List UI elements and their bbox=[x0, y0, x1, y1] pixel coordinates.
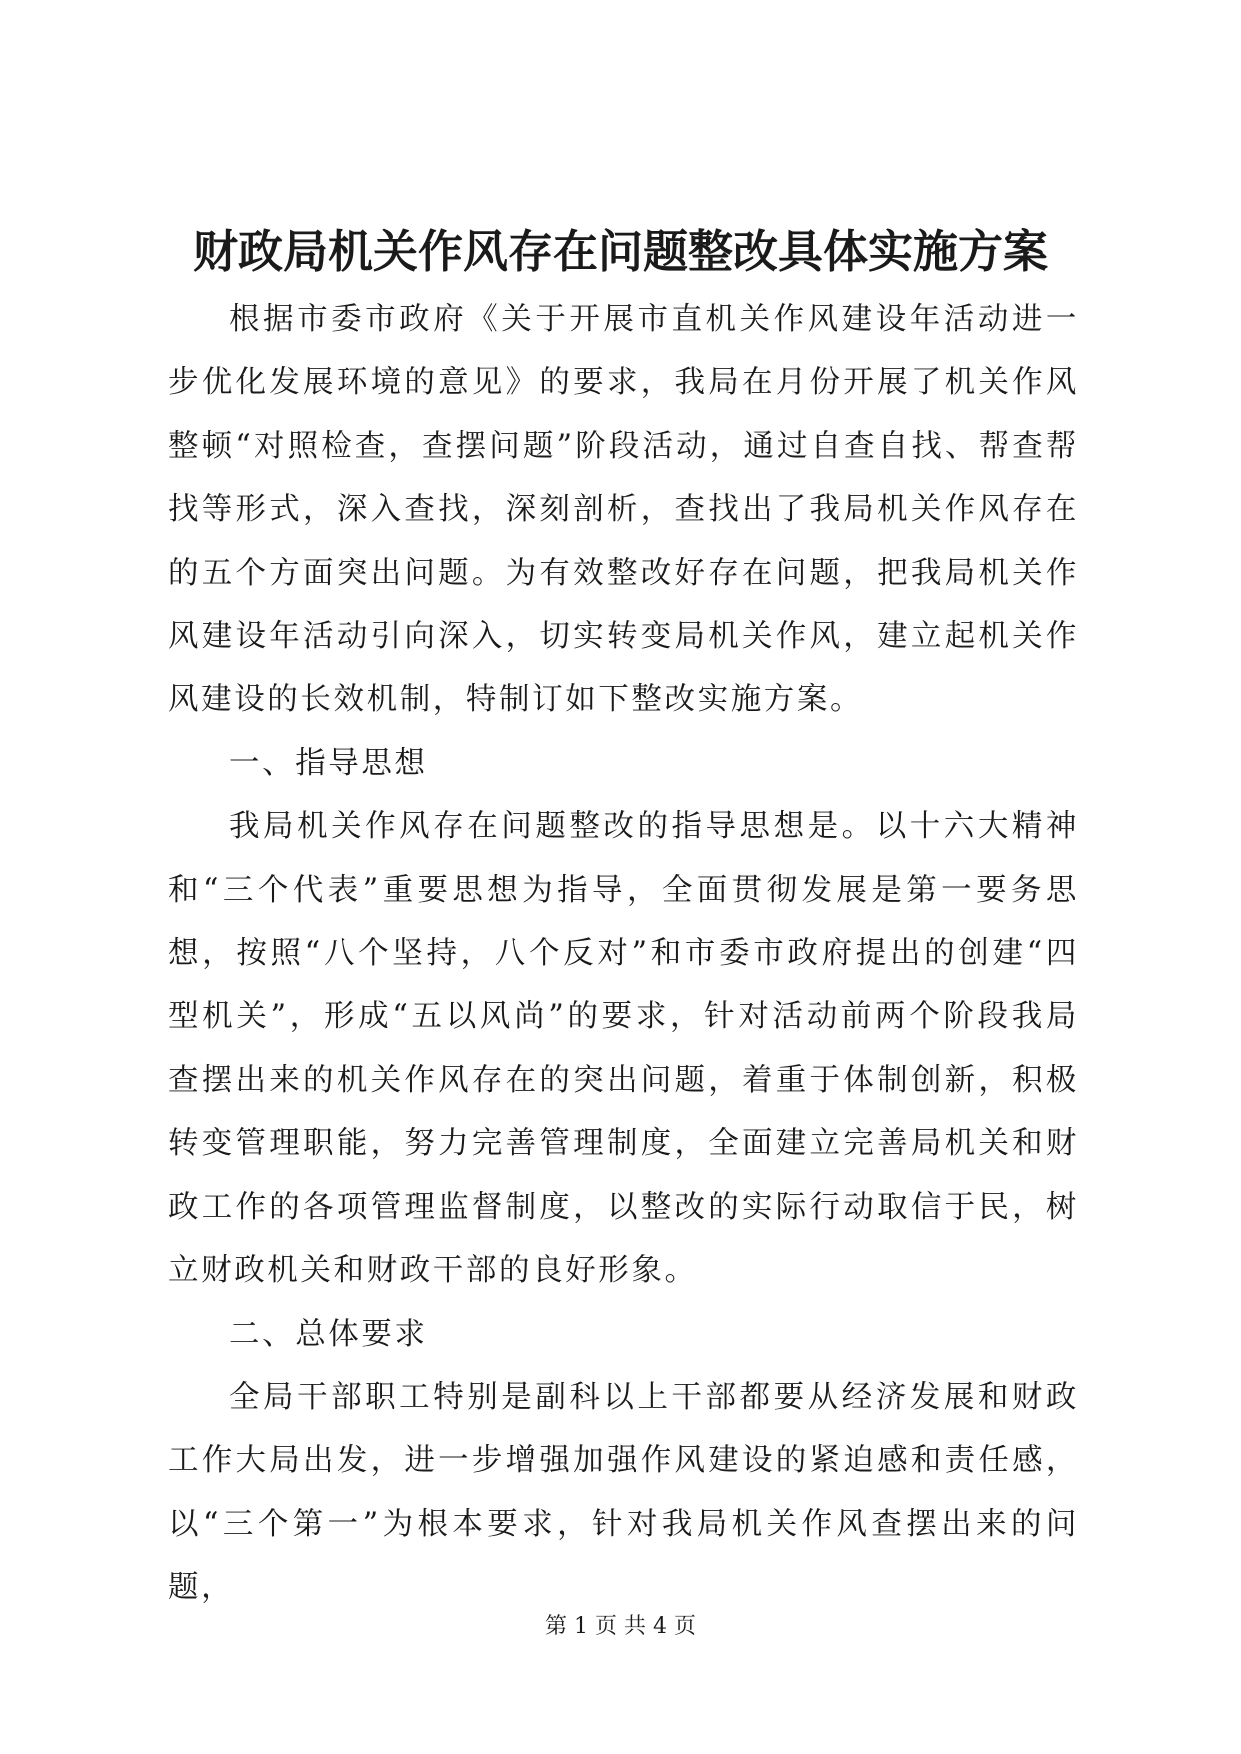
paragraph-overall-requirements: 全局干部职工特别是副科以上干部都要从经济发展和财政工作大局出发，进一步增强加强作风建设的紧迫感和责任感，以“三个第一”为根本要求，针对我局机关作风查摆出来的问题， bbox=[168, 1379, 1079, 1606]
document-body bbox=[168, 288, 1079, 1620]
document-title: 财政局机关作风存在问题整改具体实施方案 bbox=[192, 225, 1048, 278]
paragraph-intro: 根据市委市政府《关于开展市直机关作风建设年活动进一步优化发展环境的意见》的要求，我局在月份开展了机关作风整顿“对照检查，查摆问题”阶段活动，通过自查自找、帮查帮找等形式，深入查找，深刻剖析，查找出了我局机关作风存在的五个方面突出问题。为有效整改好存在问题，把我局机关作风建设年活动引向深入，切实转变局机关作风，建立起机关作风建设的长效机制，特制订如下整改实施方案。 bbox=[168, 302, 1079, 718]
section-heading-guiding-thought: 一、指导思想 bbox=[229, 745, 428, 781]
section-heading-overall-requirements: 二、总体要求 bbox=[229, 1316, 428, 1352]
page-footer: 第 1 页 共 4 页 bbox=[545, 1614, 696, 1639]
paragraph-guiding-thought: 我局机关作风存在问题整改的指导思想是。以十六大精神和“三个代表”重要思想为指导，全面贯彻发展是第一要务思想，按照“八个坚持，八个反对”和市委市政府提出的创建“四型机关”，形成“五以风尚”的要求，针对活动前两个阶段我局查摆出来的机关作风存在的突出问题，着重于体制创新，积极转变管理职能，努力完善管理制度，全面建立完善局机关和财政工作的各项管理监督制度，以整改的实际行动取信于民，树立财政机关和财政干部的良好形象。 bbox=[168, 809, 1079, 1289]
